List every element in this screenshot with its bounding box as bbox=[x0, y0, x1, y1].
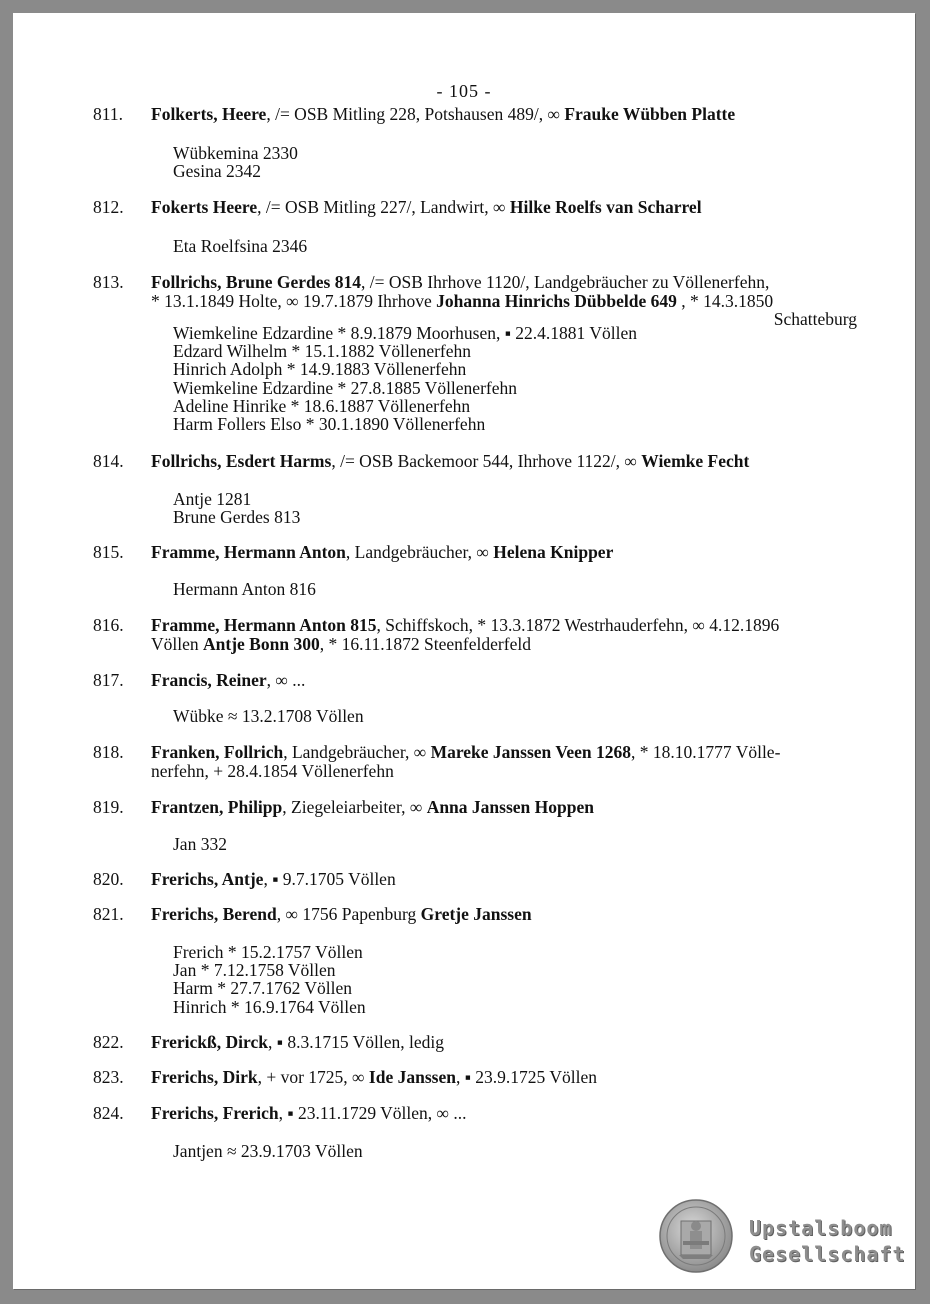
name-bold: Antje Bonn 300 bbox=[203, 633, 320, 654]
entry-line bbox=[151, 292, 851, 311]
child-item: Jan 332 bbox=[173, 834, 227, 854]
entry-detail: Völlen bbox=[151, 633, 204, 654]
entry-line bbox=[151, 452, 851, 471]
child-item: Harm Follers Elso * 30.1.1890 Völlenerfehn bbox=[173, 414, 486, 435]
entry-line bbox=[151, 762, 851, 781]
name-bold: Frantzen, Philipp bbox=[151, 797, 283, 817]
entry-detail: , + vor 1725, ∞ bbox=[257, 1067, 369, 1087]
entry-line bbox=[151, 273, 851, 292]
entry-line bbox=[151, 671, 851, 690]
name-bold: Hilke Roelfs van Scharrel bbox=[509, 197, 702, 217]
children-list bbox=[173, 1142, 363, 1160]
entry-text bbox=[151, 1068, 851, 1087]
entry-number: 815. bbox=[93, 542, 124, 562]
name-bold: Frerichs, Berend bbox=[151, 904, 277, 924]
entry-number: 814. bbox=[93, 451, 124, 471]
child-item: Jantjen ≈ 23.9.1703 Völlen bbox=[173, 1141, 363, 1161]
name-bold: Fokerts Heere bbox=[151, 197, 258, 217]
entry-number: 822. bbox=[93, 1032, 124, 1052]
entry-number: 813. bbox=[93, 272, 124, 292]
entry-text bbox=[151, 452, 851, 471]
entry-detail: * 13.1.1849 Holte, ∞ 19.7.1879 Ihrhove bbox=[151, 290, 437, 311]
entry-number: 820. bbox=[93, 869, 124, 889]
children-list bbox=[173, 324, 637, 433]
entry-text bbox=[151, 1033, 851, 1052]
entry-number: 818. bbox=[93, 742, 124, 762]
name-bold: Frerickß, Dirck bbox=[151, 1032, 268, 1052]
entry-text bbox=[151, 743, 851, 780]
entry-line bbox=[151, 798, 851, 817]
entry-detail: , ▪ 9.7.1705 Völlen bbox=[263, 869, 396, 889]
child-item: Antje 1281 bbox=[173, 489, 252, 509]
entry-text bbox=[151, 272, 857, 329]
entry-text bbox=[151, 905, 851, 924]
entry-line bbox=[151, 105, 851, 124]
entry-detail: , ∞ 1756 Papenburg bbox=[276, 904, 421, 924]
children-list bbox=[173, 490, 300, 526]
name-bold: Anna Janssen Hoppen bbox=[426, 797, 594, 817]
child-item: Wiemkeline Edzardine * 8.9.1879 Moorhusen, ▪ 22.4.1881 Völlen bbox=[173, 323, 637, 343]
entry-line bbox=[151, 905, 851, 924]
entry-detail: , /= OSB Mitling 227/, Landwirt, ∞ bbox=[257, 197, 510, 217]
entry-text bbox=[151, 105, 851, 124]
entry-detail: , /= OSB Ihrhove 1120/, Landgebräucher zu Völlenerfehn, bbox=[360, 272, 770, 292]
child-item: Gesina 2342 bbox=[173, 161, 261, 182]
child-item: Frerich * 15.2.1757 Völlen bbox=[173, 942, 363, 962]
entry-line bbox=[151, 1068, 851, 1087]
name-bold: Francis, Reiner bbox=[151, 670, 267, 690]
name-bold: Framme, Hermann Anton bbox=[151, 542, 346, 562]
entry-line bbox=[151, 198, 851, 217]
entry-detail: , ∞ ... bbox=[266, 670, 306, 690]
entry-line bbox=[151, 743, 851, 762]
name-bold: Folkerts, Heere bbox=[151, 104, 267, 124]
name-bold: Mareke Janssen Veen 1268 bbox=[430, 742, 632, 762]
entry-number: 821. bbox=[93, 904, 124, 924]
entry-detail: , /= OSB Mitling 228, Potshausen 489/, ∞ bbox=[266, 104, 565, 124]
entry-detail: nerfehn, + 28.4.1854 Völlenerfehn bbox=[151, 760, 394, 781]
child-item: Jan * 7.12.1758 Völlen bbox=[173, 960, 336, 981]
entry-text bbox=[151, 671, 851, 690]
seal-logo-icon bbox=[659, 1199, 733, 1273]
children-list bbox=[173, 707, 364, 725]
entry-line bbox=[151, 870, 851, 889]
entry-number: 811. bbox=[93, 104, 123, 124]
entry-detail: , * 14.3.1850 bbox=[676, 290, 774, 311]
children-list bbox=[173, 237, 307, 255]
name-bold: Frerichs, Antje bbox=[151, 869, 264, 889]
child-item: Harm * 27.7.1762 Völlen bbox=[173, 978, 353, 999]
entry-detail: , ▪ 23.9.1725 Völlen bbox=[455, 1067, 597, 1087]
name-bold: Follrichs, Brune Gerdes 814 bbox=[151, 272, 361, 292]
entry-number: 816. bbox=[93, 615, 124, 635]
child-item: Eta Roelfsina 2346 bbox=[173, 236, 308, 256]
entry-text bbox=[151, 543, 851, 562]
name-bold: Frerichs, Frerich bbox=[151, 1103, 279, 1123]
entry-detail: , * 18.10.1777 Völle- bbox=[631, 742, 781, 762]
logo-text-line1: Upstalsboom bbox=[749, 1216, 893, 1240]
child-item: Adeline Hinrike * 18.6.1887 Völlenerfehn bbox=[173, 395, 471, 416]
entry-text bbox=[151, 1104, 851, 1123]
name-bold: Ide Janssen bbox=[368, 1067, 456, 1087]
logo-text-line2: Gesellschaft bbox=[749, 1242, 906, 1266]
name-bold: Johanna Hinrichs Dübbelde 649 bbox=[436, 290, 677, 311]
entry-detail: , Landgebräucher, ∞ bbox=[345, 542, 494, 562]
name-bold: Helena Knipper bbox=[493, 542, 614, 562]
name-bold: Frauke Wübben Platte bbox=[564, 104, 736, 124]
entry-number: 824. bbox=[93, 1103, 124, 1123]
entry-number: 823. bbox=[93, 1067, 124, 1087]
children-list bbox=[173, 943, 366, 1016]
entry-line bbox=[151, 543, 851, 562]
entry-detail: , Landgebräucher, ∞ bbox=[283, 742, 431, 762]
child-item: Hermann Anton 816 bbox=[173, 579, 316, 599]
name-bold: Gretje Janssen bbox=[420, 904, 532, 924]
name-bold: Frerichs, Dirk bbox=[151, 1067, 258, 1087]
child-item: Hinrich * 16.9.1764 Völlen bbox=[173, 996, 366, 1017]
entry-text bbox=[151, 798, 851, 817]
entry-text bbox=[151, 870, 851, 889]
entry-detail: , Ziegeleiarbeiter, ∞ bbox=[282, 797, 427, 817]
entry-number: 812. bbox=[93, 197, 124, 217]
entry-detail: , /= OSB Backemoor 544, Ihrhove 1122/, ∞ bbox=[331, 451, 642, 471]
page-number: - 105 - bbox=[436, 81, 492, 101]
child-item: Hinrich Adolph * 14.9.1883 Völlenerfehn bbox=[173, 359, 467, 380]
child-item: Brune Gerdes 813 bbox=[173, 507, 301, 528]
entry-line bbox=[151, 1104, 851, 1123]
children-list bbox=[173, 835, 227, 853]
document-page bbox=[13, 13, 915, 1289]
name-bold: Wiemke Fecht bbox=[641, 451, 750, 471]
entry-place-continued: Schatteburg bbox=[773, 309, 857, 329]
entry-line bbox=[151, 1033, 851, 1052]
entry-detail: , * 16.11.1872 Steenfelderfeld bbox=[319, 633, 531, 654]
entry-line bbox=[151, 635, 851, 654]
entry-number: 819. bbox=[93, 797, 124, 817]
entry-detail: , Schiffskoch, * 13.3.1872 Westrhauderfehn, ∞ 4.12.1896 bbox=[376, 615, 780, 635]
entry-detail: , ▪ 8.3.1715 Völlen, ledig bbox=[267, 1032, 444, 1052]
name-bold: Franken, Follrich bbox=[151, 742, 284, 762]
child-item: Wübke ≈ 13.2.1708 Völlen bbox=[173, 706, 364, 726]
name-bold: Follrichs, Esdert Harms bbox=[151, 451, 332, 471]
name-bold: Framme, Hermann Anton 815 bbox=[151, 615, 377, 635]
child-item: Wübkemina 2330 bbox=[173, 143, 298, 163]
entry-text bbox=[151, 616, 851, 653]
entry-number: 817. bbox=[93, 670, 124, 690]
children-list bbox=[173, 580, 316, 598]
entry-detail: , ▪ 23.11.1729 Völlen, ∞ ... bbox=[278, 1103, 467, 1123]
child-item: Edzard Wilhelm * 15.1.1882 Völlenerfehn bbox=[173, 341, 472, 362]
child-item: Wiemkeline Edzardine * 27.8.1885 Völlenerfehn bbox=[173, 377, 518, 398]
children-list bbox=[173, 144, 298, 180]
entry-line bbox=[151, 616, 851, 635]
entry-text bbox=[151, 198, 851, 217]
